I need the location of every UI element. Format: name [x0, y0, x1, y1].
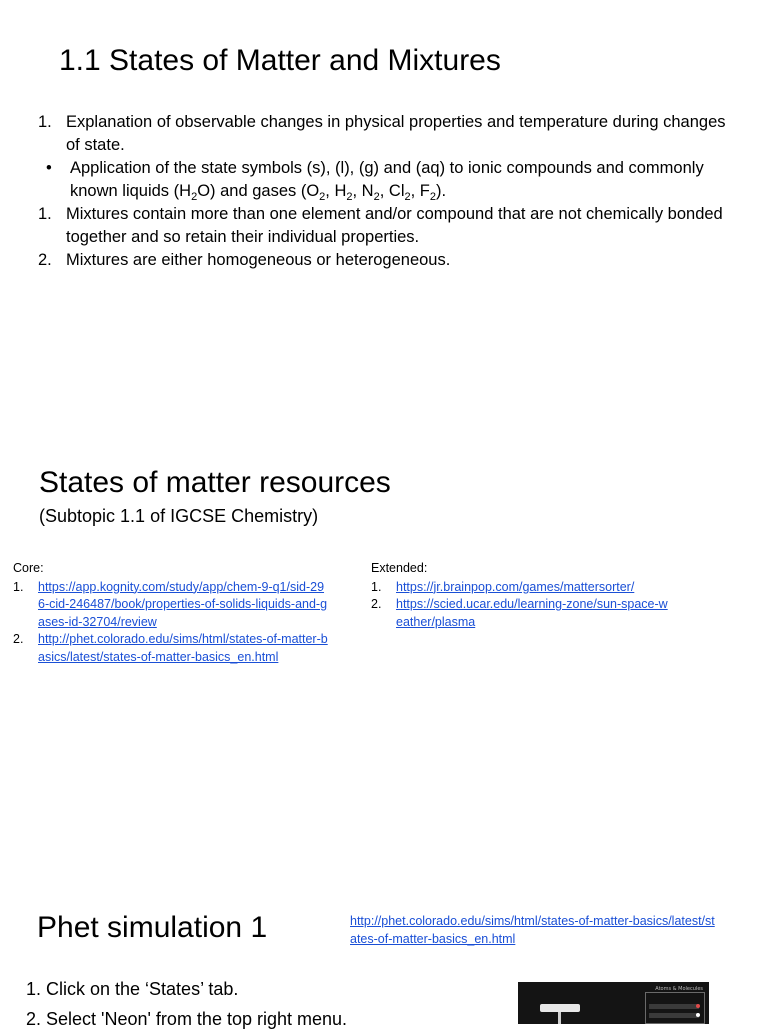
list-number: 2. — [13, 632, 24, 646]
resources-title: States of matter resources — [39, 466, 391, 499]
list-item — [371, 596, 671, 631]
step-text: Click on the ‘States’ tab. — [46, 979, 239, 999]
sim-radio-icon — [696, 1013, 700, 1017]
simulation-link-block — [350, 913, 720, 948]
core-header: Core: — [13, 561, 44, 575]
list-item — [38, 203, 738, 249]
bullet-marker: • — [46, 159, 52, 177]
list-item — [38, 249, 738, 272]
sim-menu-row — [649, 1004, 699, 1009]
sim-stand-icon — [558, 1012, 561, 1024]
list-item — [13, 631, 328, 666]
section-title: 1.1 States of Matter and Mixtures — [59, 44, 501, 77]
list-number: 1. — [38, 113, 52, 131]
sim-menu-panel — [645, 992, 705, 1024]
step-number: 1. — [26, 979, 42, 999]
list-text: Application of the state symbols (s), (l), (g) and (aq) to ionic compounds and commonly known liquids $(H_2O)$ and gases ($O_2$, $H_2$, $N_2$, $Cl_2$, $F_2$). — [70, 159, 704, 203]
instruction-steps — [26, 974, 347, 1034]
list-text: Mixtures contain more than one element and/or compound that are not chemically bonded together and so retain their individual properties. — [66, 205, 723, 246]
list-item — [38, 157, 738, 203]
list-item — [38, 111, 738, 157]
simulation-title: Phet simulation 1 — [37, 911, 268, 944]
brainpop-link[interactable]: https://jr.brainpop.com/games/mattersorter/ — [396, 579, 635, 594]
list-number: 1. — [38, 205, 52, 223]
sim-radio-icon — [696, 1004, 700, 1008]
sim-control-icon — [540, 1004, 580, 1012]
list-item — [13, 579, 328, 632]
list-text: Mixtures are either homogeneous or heterogeneous. — [66, 251, 451, 269]
sim-panel-title: Atoms & Molecules — [655, 986, 703, 992]
list-number: 2. — [38, 251, 52, 269]
resources-subtitle: (Subtopic 1.1 of IGCSE Chemistry) — [39, 506, 319, 526]
phet-simulation-link[interactable]: http://phet.colorado.edu/sims/html/states-of-matter-basics/latest/states-of-matter-basics_en.html — [350, 914, 715, 946]
core-resources — [13, 560, 328, 666]
sim-menu-row — [649, 1013, 699, 1018]
list-item — [371, 579, 671, 597]
kognity-link[interactable]: https://app.kognity.com/study/app/chem-9-q1/sid-296-cid-246487/book/properties-of-solids-liquids-and-gases-id-32704/review — [38, 579, 328, 629]
ucar-plasma-link[interactable]: https://scied.ucar.edu/learning-zone/sun-space-weather/plasma — [396, 597, 668, 629]
syllabus-list — [38, 111, 738, 272]
extended-header: Extended: — [371, 561, 428, 575]
step-text: Select 'Neon' from the top right menu. — [46, 1009, 348, 1029]
phet-core-link[interactable]: http://phet.colorado.edu/sims/html/states-of-matter-basics/latest/states-of-matter-basics_en.html — [38, 632, 328, 664]
list-number: 1. — [13, 579, 24, 594]
list-text: Explanation of observable changes in physical properties and temperature during changes of state. — [66, 113, 726, 154]
list-number: 2. — [371, 597, 382, 611]
list-number: 1. — [371, 579, 382, 594]
extended-resources — [371, 560, 671, 631]
simulation-screenshot — [518, 982, 709, 1024]
step-number: 2. — [26, 1009, 42, 1029]
list-item — [26, 1004, 347, 1034]
list-item — [26, 974, 347, 1004]
